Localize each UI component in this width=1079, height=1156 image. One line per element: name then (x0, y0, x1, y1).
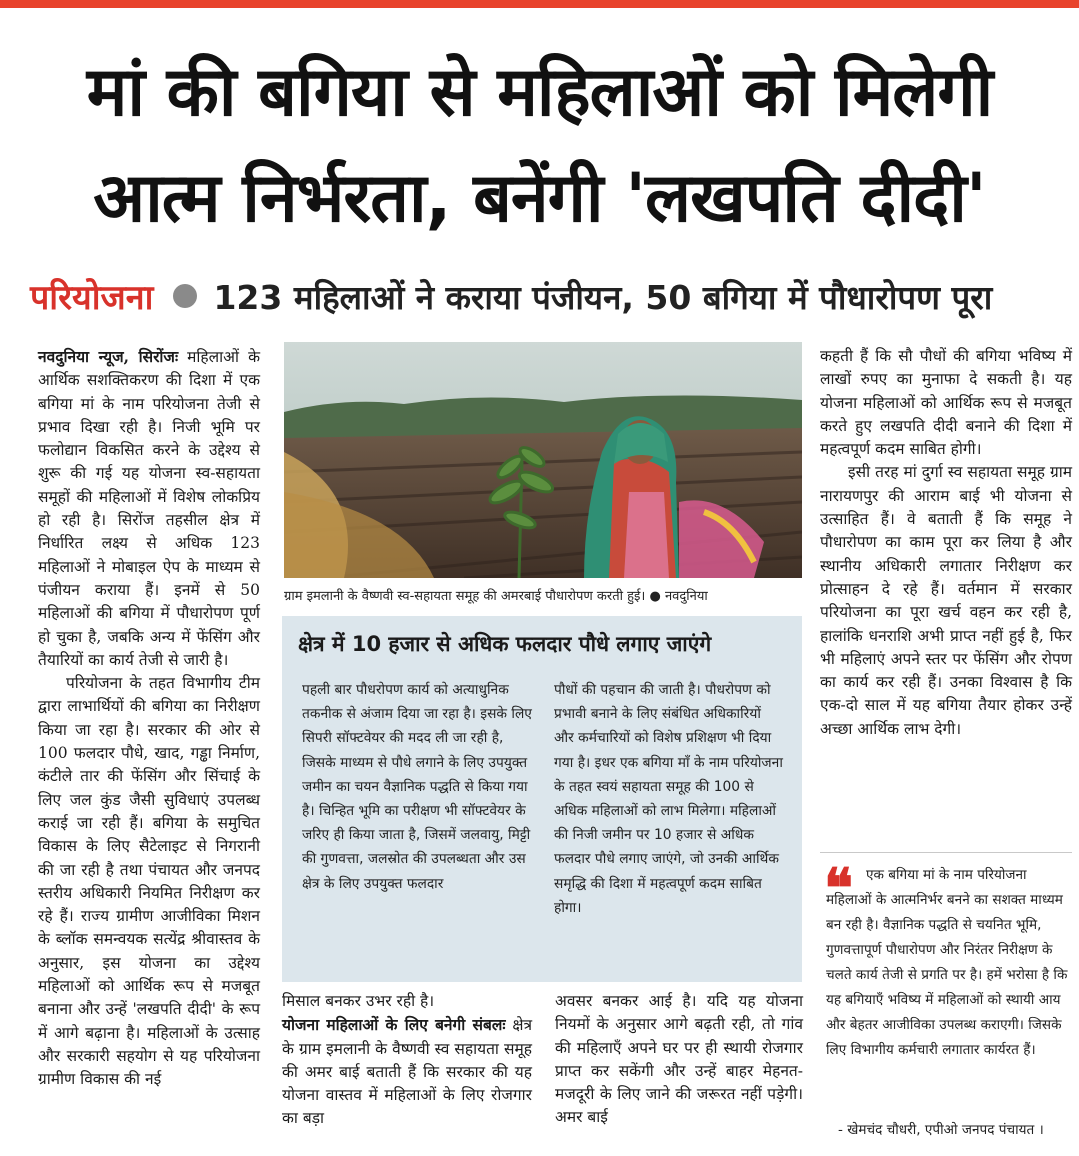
column-2-subhead: योजना महिलाओं के लिए बनेगी संबलः (282, 1015, 506, 1035)
column-3-text: अवसर बनकर आई है। यदि यह योजना नियमों के अनुसार आगे बढ़ती रही, तो गांव की महिलाएँ अपने घर पर ही स्थायी रोजगार प्राप्त कर सकेंगी और उन्हें बाहर मेहनत-मजदूरी के लिए जाने की जरूरत नहीं पड़ेगी। अमर बाई (555, 992, 803, 1127)
headline-line-2: आत्म निर्भरता, बनेंगी 'लखपति दीदी' (93, 159, 986, 238)
photo-caption: ग्राम इमलानी के वैष्णवी स्व-सहायता समूह की अमरबाई पौधारोपण करती हुई। ● नवदुनिया (284, 589, 708, 604)
column-4-paragraph-2: इसी तरह मां दुर्गा स्व सहायता समूह ग्राम नारायणपुर की आराम बाई भी योजना से उत्साहित हैं। वे बताती हैं कि समूह ने पौधारोपण का काम पूरा कर लिया है और स्थानीय अधिकारी लगातार निरीक्षण कर प्रोत्साहन दे रहे हैं। वर्तमान में सरकार परियोजना का पूरा खर्च वहन कर रही है, हालांकि धनराशि अभी प्राप्त नहीं हुई है, फिर भी महिलाएं अपने स्तर पर फेंसिंग और रोपण का कार्य कर रही हैं। उनका विश्वास है कि एक-दो साल में यह बगिया तैयार होकर उन्हें अच्छा आर्थिक लाभ देगी। (820, 463, 1072, 738)
fact-box-left-column: पहली बार पौधरोपण कार्य को अत्याधुनिक तकनीक से अंजाम दिया जा रहा है। इसके लिए सिपरी सॉफ्टवेयर की मदद ली जा रही है, जिसके माध्यम से पौधे लगाने के लिए उपयुक्त जमीन का चयन वैज्ञानिक पद्धति से किया गया है। चिन्हित भूमि का परीक्षण भी सॉफ्टवेयर के जरिए ही किया जाता है, जिसमें जलवायु, मिट्टी की गुणवत्ता, जलस्रोत की उपलब्धता और उस क्षेत्र के लिए उपयुक्त फलदार (302, 682, 532, 892)
column-2-text: क्षेत्र के ग्राम इमलानी के वैष्णवी स्व सहायता समूह की अमर बाई बताती हैं कि सरकार की यह योजना वास्तव में महिलाओं के लिए रोजगार का बड़ा (282, 1016, 532, 1128)
headline (0, 40, 1079, 252)
pull-quote-text: एक बगिया मां के नाम परियोजना महिलाओं के आत्मनिर्भर बनने का सशक्त माध्यम बन रही है। वैज्ञानिक पद्धति से चयनित भूमि, गुणवत्तापूर्ण पौधारोपण और निरंतर निरीक्षण के चलते कार्य तेजी से प्रगति पर है। हमें भरोसा है कि यह बगियाएँ भविष्य में महिलाओं को स्थायी आय और बेहतर आजीविका उपलब्ध कराएगी। जिसके लिए विभागीय कर्मचारी लगातार कार्यरत हैं। (826, 867, 1068, 1058)
subhead (30, 268, 1070, 324)
column-1-paragraph-2: परियोजना के तहत विभागीय टीम द्वारा लाभार्थियों की बगिया का निरीक्षण किया जा रहा है। सरकार की ओर से 100 फलदार पौधे, खाद, गड्ढा निर्माण, कंटीले तार की फेंसिंग और सिंचाई के लिए जल कुंड जैसी सुविधाएं उपलब्ध कराई जा रही हैं। बगिया के समुचित विकास के लिए सैटेलाइट से निगरानी की जा रही है तथा पंचायत और जनपद स्तरीय अधिकारी नियमित निरीक्षण कर रहे हैं। राज्य ग्रामीण आजीविका मिशन के ब्लॉक समन्वयक सत्येंद्र श्रीवास्तव के अनुसार, इस योजना का उद्देश्य महिलाओं को आर्थिक रूप से मजबूत बनाना और उन्हें 'लखपति दीदी' के रूप में आगे बढ़ाना है। महिलाओं के उत्साह और सरकारी सहयोग से यह परियोजना ग्रामीण विकास की नई (38, 674, 260, 1089)
fact-box-right-column: पौधों की पहचान की जाती है। पौधरोपण को प्रभावी बनाने के लिए संबंधित अधिकारियों और कर्मचारियों को विशेष प्रशिक्षण भी दिया गया है। इधर एक बगिया माँ के नाम परियोजना के तहत स्वयं सहायता समूह की 100 से अधिक महिलाओं को लाभ मिलेगा। महिलाओं की निजी जमीन पर 10 हजार से अधिक फलदार पौधे लगाए जाएंगे, जो उनकी आर्थिक समृद्धि की दिशा में महत्वपूर्ण कदम साबित होगा। (554, 682, 783, 916)
column-1-text-1: महिलाओं के आर्थिक सशक्तिकरण की दिशा में एक बगिया मां के नाम परियोजना तेजी से प्रभाव दिखा रही है। निजी भूमि पर फलोद्यान विकसित करने के उद्देश्य से शुरू की गई यह योजना स्व-सहायता समूहों की महिलाओं में विशेष लोकप्रिय हो रही है। सिरोंज तहसील क्षेत्र में निर्धारित लक्ष्य से अधिक 123 महिलाओं ने मोबाइल ऐप के माध्यम से पंजीयन कराया हैं। इनमें से 50 महिलाओं की बगिया में पौधारोपण पूर्ण हो चुका है, जबकि अन्य में फेंसिंग और तैयारियों का कार्य तेजी से जारी है। (38, 348, 260, 669)
column-1-paragraph-1 (38, 345, 260, 672)
bullet-dot-icon (173, 284, 197, 308)
article-column-4 (820, 345, 1072, 741)
subhead-deck: 123 महिलाओं ने कराया पंजीयन, 50 बगिया में पौधारोपण पूरा (213, 277, 993, 317)
top-rule (0, 0, 1079, 8)
photo-illustration (284, 342, 802, 578)
article-column-1 (38, 345, 260, 1092)
article-column-3-lower (555, 990, 803, 1130)
quote-mark-icon: ❝ (824, 856, 854, 920)
subhead-kicker: परियोजना (30, 278, 154, 318)
column-4-paragraph-1: कहती हैं कि सौ पौधों की बगिया भविष्य में लाखों रुपए का मुनाफा दे सकती है। यह योजना महिलाओं को आर्थिक रूप से मजबूत करते हुए लखपति दीदी बनाने की दिशा में महत्वपूर्ण कदम साबित होगी। (820, 347, 1072, 459)
article-column-2-lower (282, 990, 532, 1131)
column-2-lead: मिसाल बनकर उभर रही है। (282, 992, 435, 1010)
dateline: नवदुनिया न्यूज, सिरोंजः (38, 347, 179, 366)
column-2-paragraph (282, 1013, 532, 1130)
fact-box-title: क्षेत्र में 10 हजार से अधिक फलदार पौधे लगाए जाएंगे (298, 632, 712, 656)
headline-line-1: मां की बगिया से महिलाओं को मिलेगी (86, 53, 993, 132)
fact-box (282, 616, 802, 982)
pull-quote (820, 852, 1072, 1142)
article-photo (284, 342, 802, 578)
pull-quote-attribution: - खेमचंद चौधरी, एपीओ जनपद पंचायत । (838, 1122, 1044, 1138)
